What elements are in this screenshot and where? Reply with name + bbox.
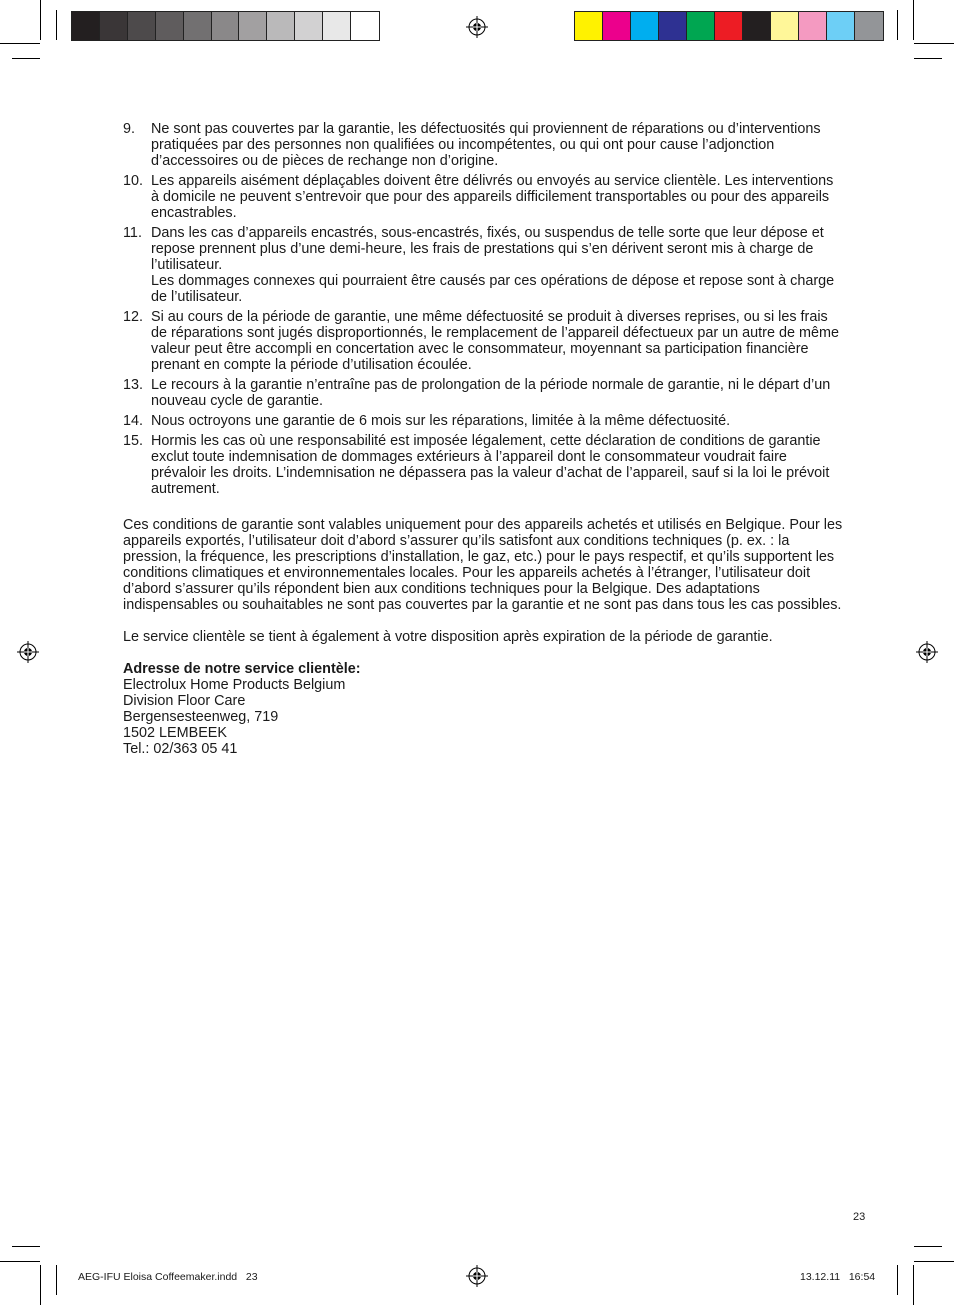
- service-address: [123, 661, 845, 757]
- crop-mark: [56, 1265, 57, 1295]
- item-number: 10.: [123, 173, 144, 189]
- item-text: Nous octroyons une garantie de 6 mois sur les réparations, limitée à la même défectuosité.: [151, 413, 731, 429]
- item-number: 14.: [123, 413, 144, 429]
- color-swatch: [212, 12, 240, 40]
- address-street: Bergensesteenweg, 719: [123, 709, 279, 725]
- color-swatch: [267, 12, 295, 40]
- footer-date: 13.12.11 16:54: [800, 1271, 876, 1283]
- color-swatch: [715, 12, 743, 40]
- item-number: 15.: [123, 433, 144, 449]
- color-swatch: [128, 12, 156, 40]
- list-item: [123, 121, 845, 169]
- item-text: Hormis les cas où une responsabilité est imposée légalement, cette déclaration de conditions de garantie exclut toute indemnisation de dommages extérieurs à l’appareil dont le consommateur voudrait faire prévaloir les droits. L’indemnisation ne dépassera pas la valeur d’achat de l’appareil, sauf si la loi le prévoit autrement.: [151, 433, 830, 497]
- crop-mark: [40, 1265, 41, 1305]
- list-item: [123, 377, 845, 409]
- crop-mark: [0, 43, 40, 44]
- color-swatch: [799, 12, 827, 40]
- list-item: [123, 413, 845, 429]
- color-swatch: [100, 12, 128, 40]
- crop-mark: [897, 10, 898, 40]
- list-item: [123, 173, 845, 221]
- list-item: [123, 433, 845, 497]
- crop-mark: [913, 1265, 914, 1305]
- crop-mark: [914, 43, 954, 44]
- process-color-bar: [574, 11, 884, 41]
- address-city: 1502 LEMBEEK: [123, 725, 227, 741]
- address-phone: Tel.: 02/363 05 41: [123, 741, 238, 757]
- address-title: Adresse de notre service clientèle:: [123, 661, 361, 677]
- color-swatch: [323, 12, 351, 40]
- service-paragraph: Le service clientèle se tient à également à votre disposition après expiration de la période de garantie.: [123, 629, 773, 645]
- list-item: [123, 309, 845, 373]
- item-number: 11.: [123, 225, 142, 241]
- address-division: Division Floor Care: [123, 693, 246, 709]
- crop-mark: [40, 0, 41, 40]
- color-swatch: [631, 12, 659, 40]
- item-text: Le recours à la garantie n’entraîne pas de prolongation de la période normale de garantie, ni le départ d’un nouveau cycle de garantie.: [151, 377, 831, 409]
- item-number: 9.: [123, 121, 136, 137]
- color-swatch: [855, 12, 883, 40]
- crop-mark: [914, 1246, 942, 1247]
- item-text-continued: Les dommages connexes qui pourraient être causés par ces opérations de dépose et repose sont à charge de l’utilisateur.: [151, 273, 835, 305]
- item-text: Si au cours de la période de garantie, une même défectuosité se produit à diverses reprises, ou si les frais de réparations sont jugés disproportionnés, le remplacement de l’appareil défectueux par un autre de même valeur peut être accompli en concertation avec le consommateur, moyennant sa participation financière prenant en compte la période d’utilisation écoulée.: [151, 309, 839, 373]
- crop-mark: [914, 1261, 954, 1262]
- item-text: Les appareils aisément déplaçables doivent être délivrés ou envoyés au service clientèle. Les interventions à domicile ne peuvent s’entrevoir que pour des appareils difficilement transportables ou pour des appareils encastrables.: [151, 173, 834, 221]
- crop-mark: [12, 58, 40, 59]
- item-number: 12.: [123, 309, 144, 325]
- color-swatch: [743, 12, 771, 40]
- color-swatch: [184, 12, 212, 40]
- crop-mark: [56, 10, 57, 40]
- crop-mark: [913, 0, 914, 40]
- color-swatch: [239, 12, 267, 40]
- color-swatch: [351, 12, 379, 40]
- crop-mark: [12, 1246, 40, 1247]
- crop-mark: [0, 1261, 40, 1262]
- color-swatch: [659, 12, 687, 40]
- color-swatch: [72, 12, 100, 40]
- crop-mark: [897, 1265, 898, 1295]
- item-text: Dans les cas d’appareils encastrés, sous-encastrés, fixés, ou suspendus de telle sorte que leur dépose et repose prennent plus d’une demi-heure, les frais de prestations qui s’en dérivent seront mis à charge de l’utilisateur.: [151, 225, 824, 273]
- crop-mark: [914, 58, 942, 59]
- color-swatch: [827, 12, 855, 40]
- grayscale-color-bar: [71, 11, 380, 41]
- conditions-paragraph: Ces conditions de garantie sont valables uniquement pour des appareils achetés et utilisés en Belgique. Pour les appareils exportés, l’utilisateur doit d’abord s’assurer qu’ils satisfont aux conditions techniques (p. ex. : la pression, la fréquence, les prescriptions d’installation, le gaz, etc.) pour le pays respectif, et qu’ils supportent les conditions climatiques et environnementales locales. Pour les appareils achetés à l’étranger, l’utilisateur doit d’abord s’assurer qu’ils répondent bien aux conditions techniques pour la Belgique. Des adaptations indispensables ou souhaitables ne sont pas couvertes par la garantie et ne sont pas dans tous les cas possibles.: [123, 517, 843, 613]
- item-number: 13.: [123, 377, 144, 393]
- footer-file-name: AEG-IFU Eloisa Coffeemaker.indd 23: [78, 1271, 258, 1283]
- item-text: Ne sont pas couvertes par la garantie, les défectuosités qui proviennent de réparations ou d’interventions pratiquées par des personnes non qualifiées ou incompétentes, ou qui ont pour cause l’adjonction d’accessoires ou de pièces de rechange non d’origine.: [151, 121, 821, 169]
- color-swatch: [575, 12, 603, 40]
- color-swatch: [156, 12, 184, 40]
- color-swatch: [603, 12, 631, 40]
- warranty-conditions-list: [123, 121, 845, 497]
- registration-mark-icon: [17, 641, 39, 663]
- color-swatch: [687, 12, 715, 40]
- page-number: 23: [853, 1211, 866, 1223]
- address-company: Electrolux Home Products Belgium: [123, 677, 346, 693]
- registration-mark-icon: [466, 1265, 488, 1287]
- registration-mark-icon: [466, 16, 488, 38]
- warranty-text: [123, 121, 845, 757]
- color-swatch: [771, 12, 799, 40]
- registration-mark-icon: [916, 641, 938, 663]
- list-item: [123, 225, 845, 305]
- color-swatch: [295, 12, 323, 40]
